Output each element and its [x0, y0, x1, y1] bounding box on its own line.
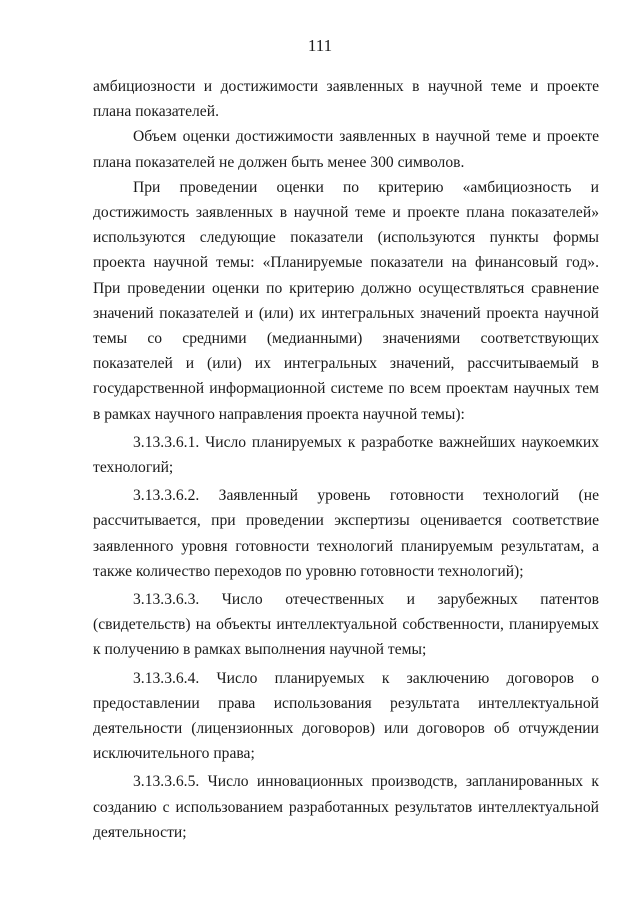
- list-item-3-13-3-6-4: 3.13.3.6.4. Число планируемых к заключению договоров о предоставлении права использования результата интеллектуальной деятельности (лицензионных договоров) или договоров об отчуждении исключительного права;: [93, 669, 599, 763]
- list-item-3-13-3-6-2: 3.13.3.6.2. Заявленный уровень готовности технологий (не рассчитывается, при проведении экспертизы оценивается соответствие заявленного уровня готовности технологий планируемым результатам, а также количество переходов по уровню готовности технологий);: [93, 487, 599, 580]
- page-number: 111: [307, 36, 333, 55]
- paragraph-volume-requirement: Объем оценки достижимости заявленных в научной теме и проекте плана показателей не должен быть менее 300 символов.: [93, 128, 599, 171]
- list-item-3-13-3-6-3: 3.13.3.6.3. Число отечественных и зарубежных патентов (свидетельств) на объекты интеллектуальной собственности, планируемых к получению в рамках выполнения научной темы;: [93, 591, 599, 659]
- paragraph-continuation: амбициозности и достижимости заявленных в научной теме и проекте плана показателей.: [93, 78, 599, 121]
- list-item-3-13-3-6-5: 3.13.3.6.5. Число инновационных производств, запланированных к созданию с использованием разработанных результатов интеллектуальной деятельности;: [93, 773, 599, 841]
- paragraph-criterion-description: При проведении оценки по критерию «амбициозность и достижимость заявленных в научной теме и проекте плана показателей» используются следующие показатели (используются пункты формы проекта научной темы: «Планируемые показатели на финансовый год». При проведении оценки по критерию должно осуществляться сравнение значений показателей и (или) их интегральных значений проекта научной темы со средними (медианными) значениями соответствующих показателей и (или) их интегральных значений, рассчитываемый в государственной информационной системе по всем проектам научных тем в рамках научного направления проекта научной темы):: [93, 178, 599, 423]
- document-body: [93, 74, 599, 845]
- list-item-3-13-3-6-1: 3.13.3.6.1. Число планируемых к разработке важнейших наукоемких технологий;: [93, 433, 599, 477]
